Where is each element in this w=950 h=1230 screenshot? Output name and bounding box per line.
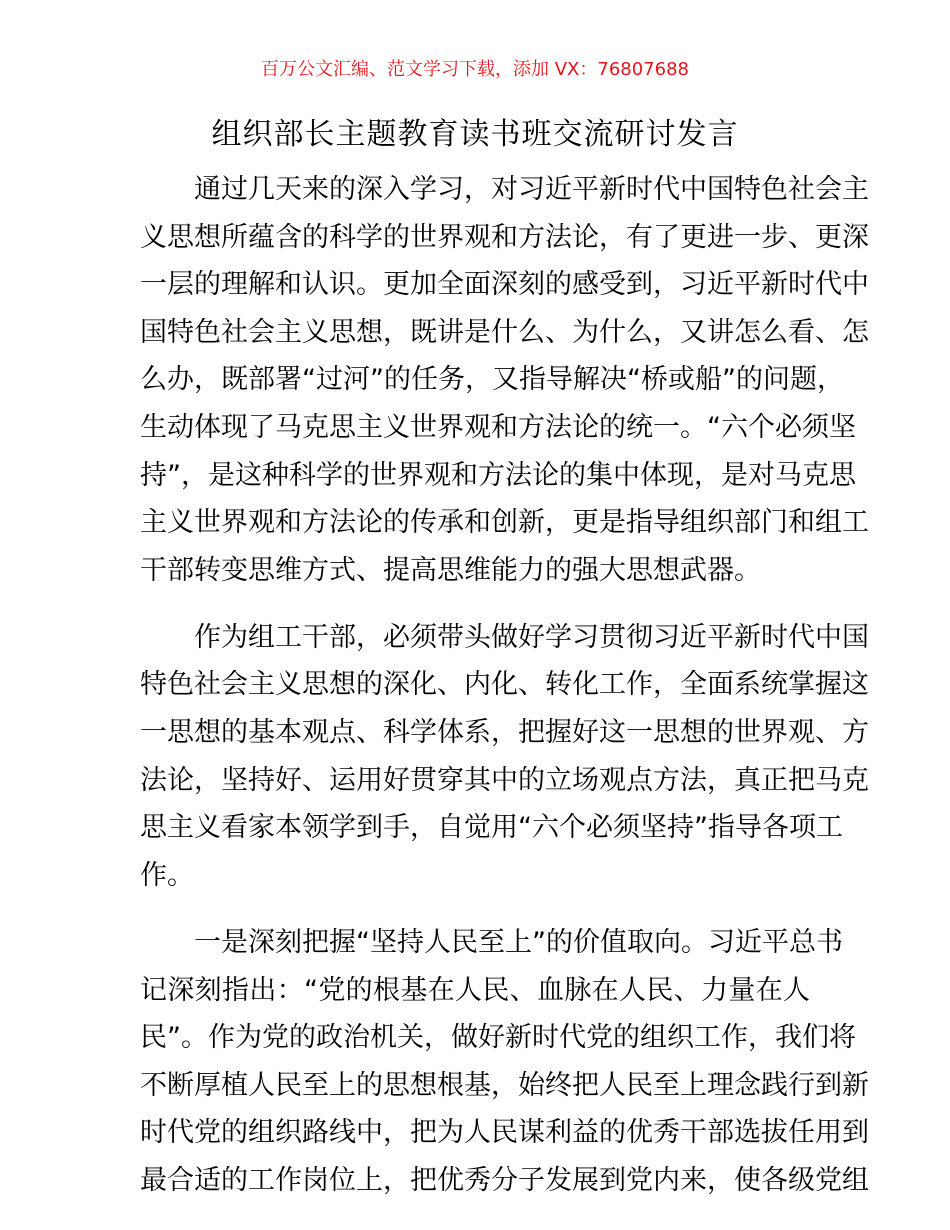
paragraph <box>140 166 869 594</box>
watermark-header: 百万公文汇编、范文学习下载，添加 VX：76807688 <box>261 59 689 80</box>
text-line: 么办，既部署“过河”的任务，又指导解决“桥或船”的问题， <box>140 364 844 396</box>
text-line: 一是深刻把握“坚持人民至上”的价值取向。习近平总书 <box>194 926 843 958</box>
document-body <box>140 166 869 1224</box>
text-line: 不断厚植人民至上的思想根基，始终把人民至上理念践行到新 <box>140 1069 869 1101</box>
text-line: 干部转变思维方式、提高思维能力的强大思想武器。 <box>140 554 761 586</box>
text-line: 持”，是这种科学的世界观和方法论的集中体现，是对马克思 <box>140 459 856 491</box>
text-line: 特色社会主义思想的深化、内化、转化工作，全面系统掌握这 <box>140 669 869 701</box>
paragraph <box>140 919 869 1205</box>
text-line: 一层的理解和认识。更加全面深刻的感受到，习近平新时代中 <box>140 269 869 301</box>
text-line: 主义世界观和方法论的传承和创新，更是指导组织部门和组工 <box>140 507 869 539</box>
text-line: 通过几天来的深入学习，对习近平新时代中国特色社会主 <box>194 174 869 205</box>
text-line: 生动体现了马克思主义世界观和方法论的统一。“六个必须坚 <box>140 411 856 443</box>
text-line: 国特色社会主义思想，既讲是什么、为什么，又讲怎么看、怎 <box>140 316 869 348</box>
text-line: 记深刻指出：“党的根基在人民、血脉在人民、力量在人 <box>140 974 810 1006</box>
paragraph <box>140 614 869 900</box>
text-line: 法论，坚持好、运用好贯穿其中的立场观点方法，真正把马克 <box>140 764 869 796</box>
text-line: 时代党的组织路线中，把为人民谋利益的优秀干部选拔任用到 <box>140 1117 869 1149</box>
text-line: 民”。作为党的政治机关，做好新时代党的组织工作，我们将 <box>140 1022 856 1054</box>
text-line: 作为组工干部，必须带头做好学习贯彻习近平新时代中国 <box>194 621 869 653</box>
document-title: 组织部长主题教育读书班交流研讨发言 <box>211 117 739 152</box>
text-line: 一思想的基本观点、科学体系，把握好这一思想的世界观、方 <box>140 717 869 749</box>
text-line: 最合适的工作岗位上，把优秀分子发展到党内来，使各级党组 <box>140 1164 869 1196</box>
text-line: 思主义看家本领学到手，自觉用“六个必须坚持”指导各项工 <box>140 812 843 844</box>
text-line: 作。 <box>140 859 194 891</box>
text-line: 义思想所蕴含的科学的世界观和方法论，有了更进一步、更深 <box>140 221 869 253</box>
